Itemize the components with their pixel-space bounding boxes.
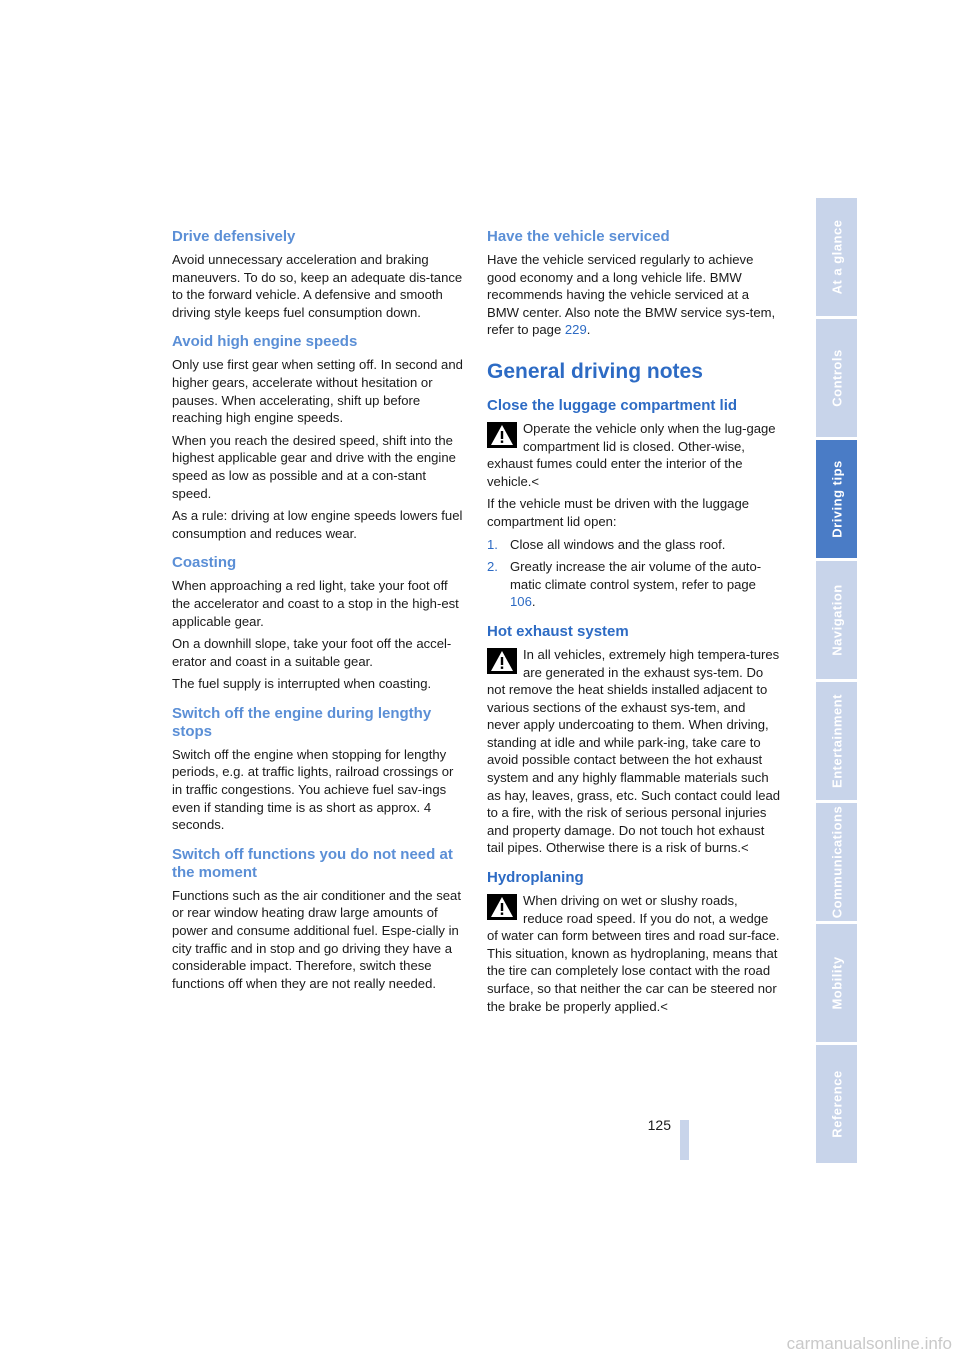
step-text: . bbox=[531, 594, 536, 610]
paragraph: Only use first gear when setting off. In second and higher gears, accelerate without hesitation or pauses. When accelerating, shift up before reaching high engine speeds. bbox=[172, 357, 463, 426]
page-ref-link[interactable]: 229 bbox=[564, 322, 587, 338]
list-item bbox=[487, 558, 781, 611]
paragraph: When approaching a red light, take your foot off the accelerator and coast to a stop in the high-est applicable gear. bbox=[172, 578, 459, 629]
list-item bbox=[487, 536, 781, 554]
tab-at-a-glance[interactable] bbox=[816, 198, 857, 316]
right-column bbox=[487, 228, 781, 1027]
tab-label: Navigation bbox=[829, 584, 844, 656]
paragraph: Avoid unnecessary acceleration and braking maneuvers. To do so, keep an adequate dis-tance to the forward vehicle. A defensive and smooth driving style keeps fuel consumption down. bbox=[172, 252, 463, 320]
step-number: 2. bbox=[487, 559, 498, 575]
page-number: 125 bbox=[647, 1117, 671, 1133]
page-marker-bar bbox=[680, 1120, 689, 1160]
paragraph: If the vehicle must be driven with the luggage compartment lid open: bbox=[487, 496, 750, 529]
step-text: Close all windows and the glass roof. bbox=[510, 536, 726, 552]
tab-controls[interactable] bbox=[816, 319, 857, 437]
tab-label: Mobility bbox=[829, 956, 844, 1010]
heading-drive-defensively: Drive defensively bbox=[172, 228, 296, 245]
warning-note bbox=[487, 646, 781, 857]
paragraph: On a downhill slope, take your foot off the accel-erator and coast in a suitable gear. bbox=[172, 636, 452, 669]
tab-label: At a glance bbox=[829, 219, 844, 295]
step-text: Greatly increase the air volume of the auto-matic climate control system, refer to page bbox=[510, 559, 762, 592]
section-luggage-lid bbox=[487, 397, 781, 611]
section-vehicle-serviced bbox=[487, 228, 781, 339]
tab-communications[interactable] bbox=[816, 803, 857, 921]
paragraph-text: Have the vehicle serviced regularly to achieve good economy and a long vehicle life. BMW recommends having the vehicle serviced at a BMW center. Also note the BMW service sys-tem, refer to page bbox=[487, 252, 776, 338]
paragraph: Functions such as the air conditioner and the seat or rear window heating draw large amounts of power and consume additional fuel. Espe-cially in city traffic and in stop and go driving they have a considerable impact. Therefore, switch these functions off when they are not really needed. bbox=[172, 887, 461, 991]
tab-navigation[interactable] bbox=[816, 561, 857, 679]
heading-coasting: Coasting bbox=[172, 554, 237, 572]
warning-note bbox=[487, 892, 781, 1015]
heading-vehicle-serviced: Have the vehicle serviced bbox=[487, 228, 670, 245]
section-switch-off-engine bbox=[172, 705, 464, 834]
left-column bbox=[172, 228, 464, 1004]
section-title-general-driving-notes: General driving notes bbox=[487, 359, 703, 383]
section-drive-defensively bbox=[172, 228, 464, 321]
section-avoid-high-engine-speeds bbox=[172, 333, 464, 542]
warning-triangle-icon bbox=[487, 648, 517, 674]
section-switch-off-functions bbox=[172, 846, 464, 993]
step-list bbox=[487, 536, 781, 611]
heading-avoid-high-engine-speeds: Avoid high engine speeds bbox=[172, 333, 358, 351]
paragraph bbox=[487, 251, 781, 339]
section-hot-exhaust bbox=[487, 623, 781, 857]
page-ref-link[interactable]: 106 bbox=[510, 594, 532, 610]
heading-luggage-lid: Close the luggage compartment lid bbox=[487, 396, 738, 414]
tab-label: Driving tips bbox=[829, 460, 844, 538]
warning-text: Operate the vehicle only when the lug-gage compartment lid is closed. Other-wise, exhaust fumes could enter the interior of the vehicle.< bbox=[487, 420, 776, 489]
warning-triangle-icon bbox=[487, 422, 517, 448]
warning-text: When driving on wet or slushy roads, reduce road speed. If you do not, a wedge of water can form between tires and road sur-face. This situation, known as hydroplaning, means that the tire can completely lose contact with the road surface, so that neither the car can be steered nor the brake be properly applied.< bbox=[487, 893, 780, 1014]
paragraph: As a rule: driving at low engine speeds lowers fuel consumption and reduces wear. bbox=[172, 508, 463, 541]
tab-label: Reference bbox=[829, 1070, 844, 1138]
tab-label: Communications bbox=[829, 805, 844, 919]
tab-entertainment[interactable] bbox=[816, 682, 857, 800]
warning-triangle-icon bbox=[487, 894, 517, 920]
paragraph-text: . bbox=[586, 322, 591, 338]
tab-mobility[interactable] bbox=[816, 924, 857, 1042]
paragraph: The fuel supply is interrupted when coasting. bbox=[172, 676, 432, 692]
heading-hydroplaning: Hydroplaning bbox=[487, 869, 584, 887]
heading-switch-off-functions: Switch off functions you do not need at the moment bbox=[172, 845, 453, 881]
watermark: carmanualsonline.info bbox=[786, 1334, 952, 1353]
section-hydroplaning bbox=[487, 869, 781, 1015]
tab-label: Controls bbox=[829, 349, 844, 407]
paragraph: Switch off the engine when stopping for lengthy periods, e.g. at traffic lights, railroad crossings or in traffic congestions. You achieve fuel sav-ings even if standing time is as short as approx. 4 seconds. bbox=[172, 746, 454, 833]
warning-text: In all vehicles, extremely high tempera-tures are generated in the exhaust sys-tem. Do not remove the heat shields installed adjacent to various sections of the exhaust sys-tem, and never apply undercoating to them. When driving, standing at idle and while park-ing, take care to avoid possible contact between the hot exhaust system and any highly flammable materials such as hay, leaves, grass, etc. Such contact could lead to a fire, with the risk of serious personal injuries and property damage. Do not touch hot exhaust tail pipes. Otherwise there is a risk of burns.< bbox=[487, 646, 781, 856]
warning-note bbox=[487, 420, 781, 490]
paragraph: When you reach the desired speed, shift into the highest applicable gear and drive with the engine speed as low as possible and at a con-stant speed. bbox=[172, 432, 456, 501]
tab-label: Entertainment bbox=[829, 694, 844, 788]
chapter-tabs bbox=[816, 198, 857, 1166]
section-coasting bbox=[172, 554, 464, 693]
tab-driving-tips[interactable] bbox=[816, 440, 857, 558]
heading-hot-exhaust: Hot exhaust system bbox=[487, 622, 629, 640]
heading-switch-off-engine: Switch off the engine during lengthy stops bbox=[172, 704, 432, 740]
step-number: 1. bbox=[487, 536, 498, 552]
tab-reference[interactable] bbox=[816, 1045, 857, 1163]
